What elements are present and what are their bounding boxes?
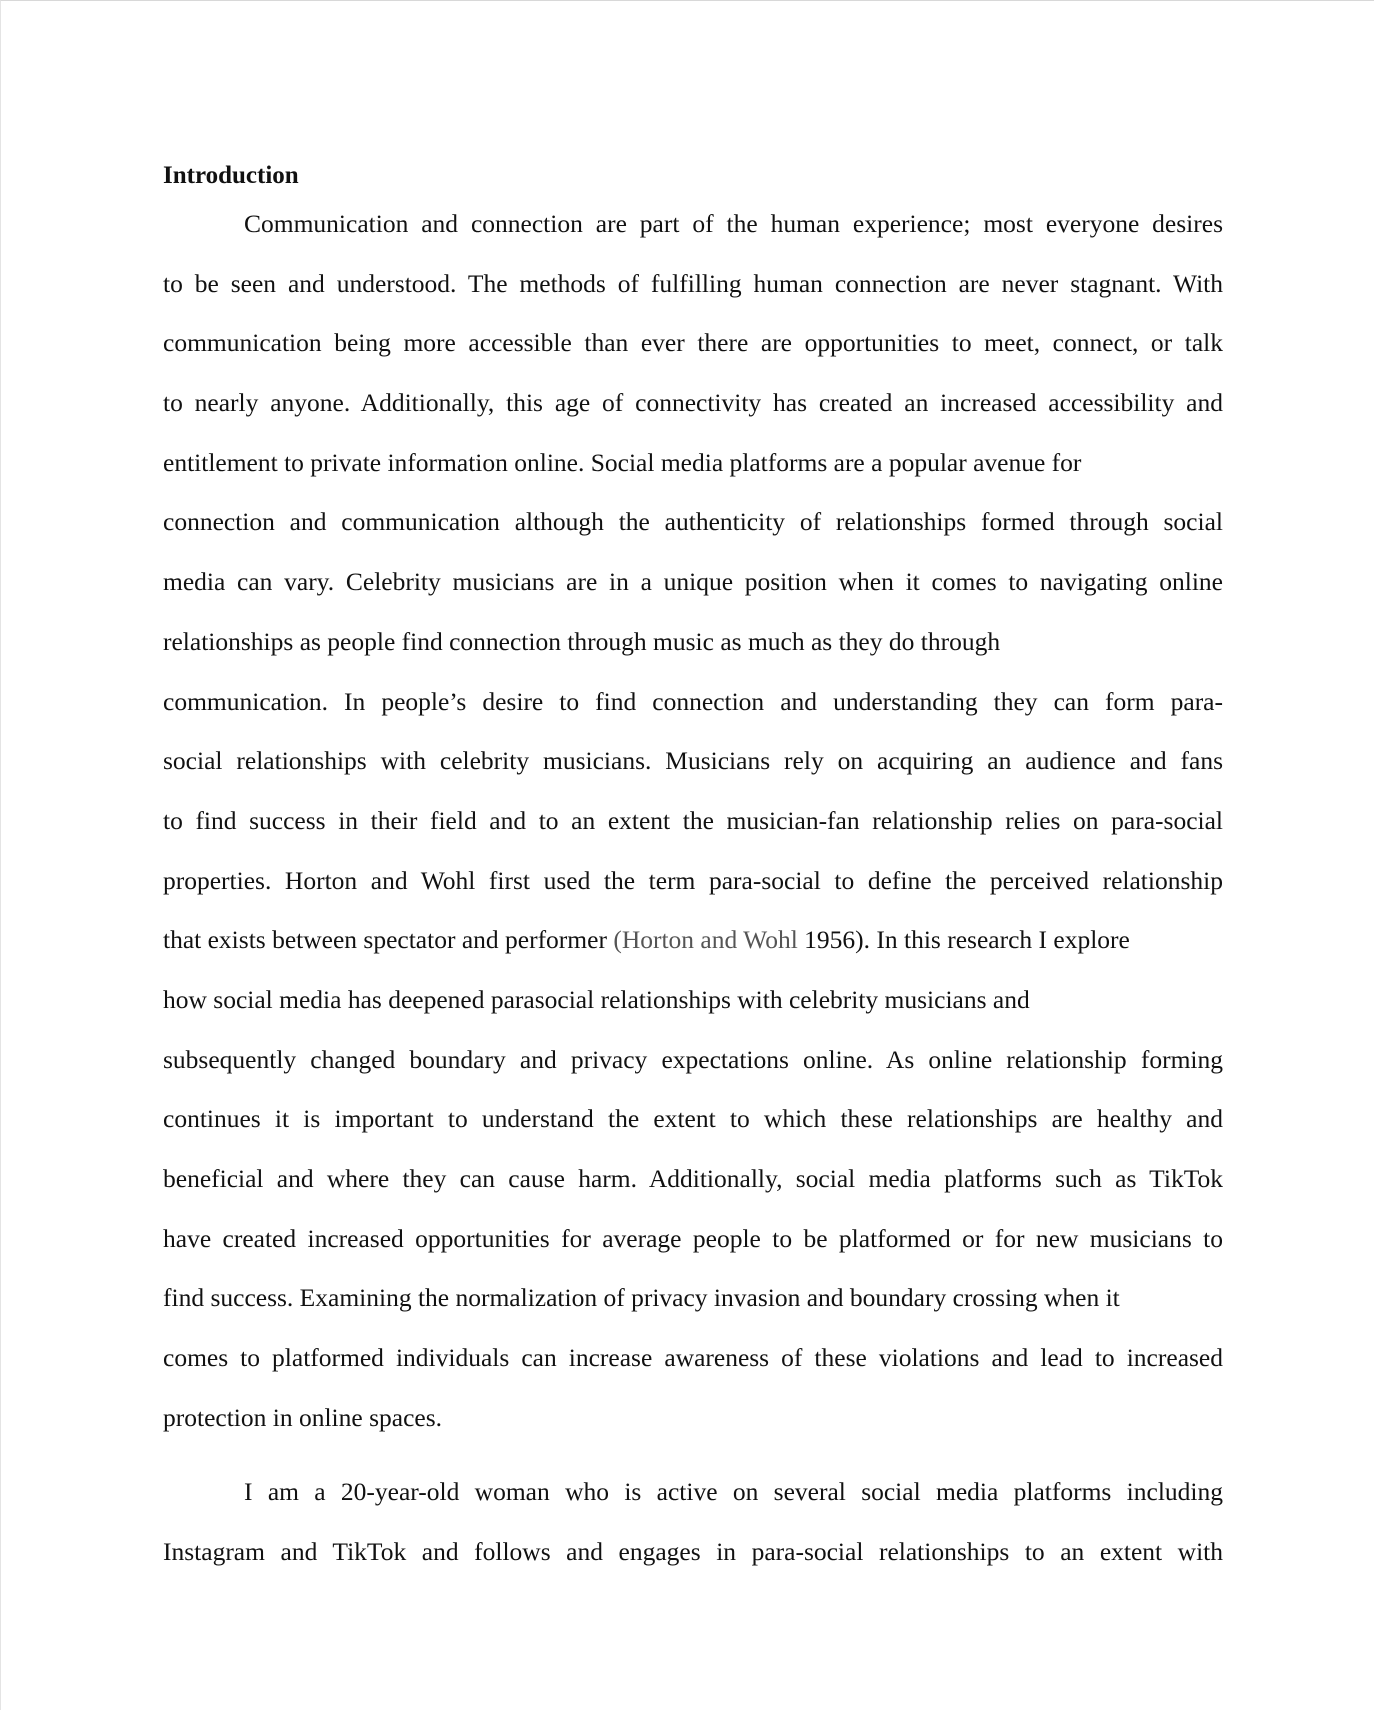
document-body <box>163 161 1223 1588</box>
text-line-with-citation <box>163 916 1223 976</box>
text-line: I am a 20-year-old woman who is active on several social media platforms including <box>244 1477 1223 1507</box>
text-line: beneficial and where they can cause harm. Additionally, social media platforms such as TikTok <box>163 1164 1223 1193</box>
text-line: continues it is important to understand the extent to which these relationships are healthy and <box>163 1104 1223 1134</box>
text-line: protection in online spaces. <box>163 1402 443 1432</box>
text-fragment: that exists between spectator and performer <box>163 925 614 955</box>
text-line: Communication and connection are part of the human experience; most everyone desires <box>244 209 1223 238</box>
section-heading: Introduction <box>163 162 299 189</box>
citation: (Horton and Wohl <box>613 925 798 955</box>
paragraph-gap <box>163 1453 1223 1468</box>
text-line: to be seen and understood. The methods of fulfilling human connection are never stagnant. With <box>163 268 1223 298</box>
paragraph-1 <box>163 200 1223 1453</box>
text-line: communication being more accessible than ever there are opportunities to meet, connect, or talk <box>163 328 1223 358</box>
text-line: entitlement to private information online. Social media platforms are a popular avenue for <box>163 447 1082 477</box>
text-line: find success. Examining the normalization of privacy invasion and boundary crossing when it <box>163 1283 1120 1313</box>
text-line: have created increased opportunities for average people to be platformed or for new musicians to <box>163 1223 1223 1253</box>
text-line: properties. Horton and Wohl first used the term para-social to define the perceived relationship <box>163 865 1223 895</box>
text-line: media can vary. Celebrity musicians are in a unique position when it comes to navigating online <box>163 567 1223 597</box>
text-line: communication. In people’s desire to find connection and understanding they can form para- <box>163 686 1223 716</box>
text-line: social relationships with celebrity musicians. Musicians rely on acquiring an audience and fans <box>163 746 1223 776</box>
text-line: comes to platformed individuals can increase awareness of these violations and lead to increased <box>163 1343 1223 1373</box>
text-line: how social media has deepened parasocial relationships with celebrity musicians and <box>163 984 1030 1014</box>
text-line: Instagram and TikTok and follows and engages in para-social relationships to an extent with <box>163 1537 1223 1567</box>
text-line: to find success in their field and to an extent the musician-fan relationship relies on para-social <box>163 805 1223 835</box>
text-line: relationships as people find connection through music as much as they do through <box>163 626 1001 656</box>
text-line: connection and communication although the authenticity of relationships formed through social <box>163 507 1223 537</box>
paragraph-2 <box>163 1468 1223 1587</box>
text-line: subsequently changed boundary and privacy expectations online. As online relationship forming <box>163 1044 1223 1074</box>
text-line: to nearly anyone. Additionally, this age of connectivity has created an increased accessibility and <box>163 388 1223 418</box>
text-fragment: 1956). In this research I explore <box>797 925 1130 955</box>
